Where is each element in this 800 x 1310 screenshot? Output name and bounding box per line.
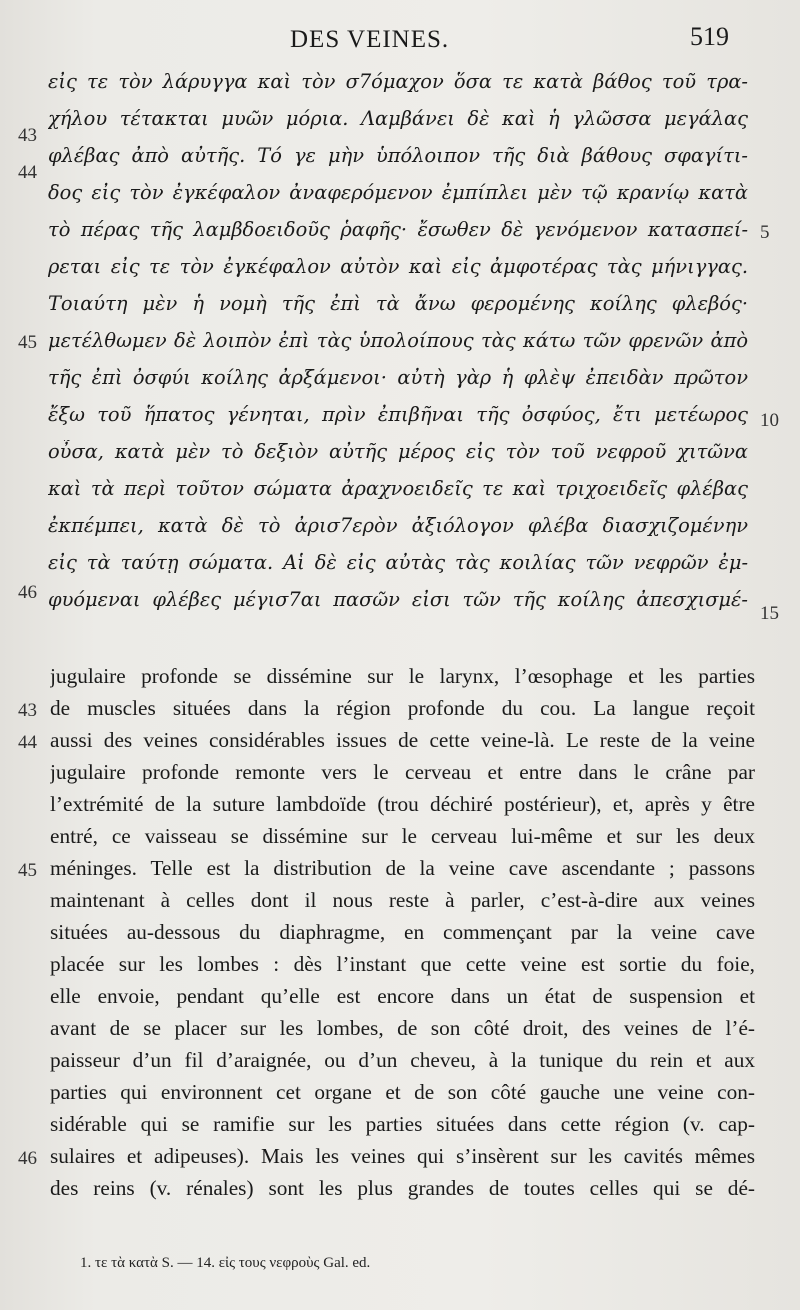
greek-line: χήλου τέτακται μυῶν μόρια. Λαμβάνει δὲ καὶ ἡ γλῶσσα μεγάλας <box>48 107 748 130</box>
footnote: 1. τε τὰ κατὰ S. — 14. εἰς τους νεφροὺς Gal. ed. <box>80 1255 371 1271</box>
french-line: placée sur les lombes : dès l’instant que cette veine est sortie du foie, <box>50 952 755 976</box>
greek-line: τῆς ἐπὶ ὀσφύι κοίλης ἀρξάμενοι· αὐτὴ γὰρ ἡ φλὲψ ἐπειδὰν πρῶτον <box>48 366 748 389</box>
line-number: 15 <box>760 603 779 624</box>
greek-line: δος εἰς τὸν ἐγκέφαλον ἀναφερόμενον ἐμπίπλει μὲν τῷ κρανίῳ κατὰ <box>48 181 748 204</box>
french-line: avant de se placer sur les lombes, de son côté droit, des veines de l’é- <box>50 1016 755 1040</box>
french-line: parties qui environnent cet organe et de son côté gauche une veine con- <box>50 1080 755 1104</box>
margin-number: 44 <box>18 162 37 183</box>
margin-number: 46 <box>18 582 37 603</box>
running-head: DES VEINES. <box>290 26 450 53</box>
french-line: entré, ce vaisseau se dissémine sur le cerveau lui-même et sur les deux <box>50 824 755 848</box>
greek-line: οὖσα, κατὰ μὲν τὸ δεξιὸν αὐτῆς μέρος εἰς τὸν τοῦ νεφροῦ χιτῶνα <box>48 440 748 463</box>
greek-line: φλέβας ἀπὸ αὐτῆς. Τό γε μὴν ὑπόλοιπον τῆς διὰ βάθους σφαγίτι- <box>48 144 748 167</box>
greek-line: εἰς τε τὸν λάρυγγα καὶ τὸν σ7όμαχον ὅσα τε κατὰ βάθος τοῦ τρα- <box>48 70 748 93</box>
margin-number: 46 <box>18 1148 37 1169</box>
margin-number: 44 <box>18 732 37 753</box>
french-line: l’extrémité de la suture lambdoïde (trou déchiré postérieur), et, après y être <box>50 792 755 816</box>
french-line: jugulaire profonde se dissémine sur le larynx, l’œsophage et les parties <box>50 664 755 688</box>
margin-number: 45 <box>18 332 37 353</box>
french-line: situées au-dessous du diaphragme, en commençant par la veine cave <box>50 920 755 944</box>
french-line: maintenant à celles dont il nous reste à parler, c’est-à-dire aux veines <box>50 888 755 912</box>
greek-line: Τοιαύτη μὲν ἡ νομὴ τῆς ἐπὶ τὰ ἄνω φερομένης κοίλης φλεβός· <box>48 292 748 315</box>
french-line: aussi des veines considérables issues de cette veine-là. Le reste de la veine <box>50 728 755 752</box>
line-number: 5 <box>760 222 770 243</box>
greek-line: ἐκπέμπει, κατὰ δὲ τὸ ἀρισ7ερὸν ἀξιόλογον φλέβα διασχιζομένην <box>48 514 748 537</box>
greek-line: ἔξω τοῦ ἥπατος γένηται, πρὶν ἐπιβῆναι τῆς ὀσφύος, ἔτι μετέωρος <box>48 403 748 426</box>
french-line: de muscles situées dans la région profonde du cou. La langue reçoit <box>50 696 755 720</box>
margin-number: 45 <box>18 860 37 881</box>
french-line: sulaires et adipeuses). Mais les veines qui s’insèrent sur les cavités mêmes <box>50 1144 755 1168</box>
greek-line: τὸ πέρας τῆς λαμβδοειδοῦς ῥαφῆς· ἔσωθεν δὲ γενόμενον κατασπεί- <box>48 218 748 241</box>
greek-line: μετέλθωμεν δὲ λοιπὸν ἐπὶ τὰς ὑπολοίπους τὰς κάτω τῶν φρενῶν ἀπὸ <box>48 329 748 352</box>
greek-line: φυόμεναι φλέβες μέγισ7αι πασῶν εἰσι τῶν τῆς κοίλης ἀπεσχισμέ- <box>48 588 748 611</box>
french-line: paisseur d’un fil d’araignée, ou d’un cheveu, à la tunique du rein et aux <box>50 1048 755 1072</box>
greek-line: καὶ τὰ περὶ τοῦτον σώματα ἀραχνοειδεῖς τε καὶ τριχοειδεῖς φλέβας <box>48 477 748 500</box>
margin-number: 43 <box>18 700 37 721</box>
french-line: des reins (v. rénales) sont les plus grandes de toutes celles qui se dé- <box>50 1176 755 1200</box>
margin-number: 43 <box>18 125 37 146</box>
french-line: elle envoie, pendant qu’elle est encore dans un état de suspension et <box>50 984 755 1008</box>
page-number: 519 <box>690 22 729 51</box>
greek-line: εἰς τὰ ταύτῃ σώματα. Αἱ δὲ εἰς αὐτὰς τὰς κοιλίας τῶν νεφρῶν ἐμ- <box>48 551 748 574</box>
line-number: 10 <box>760 410 779 431</box>
greek-line: ρεται εἰς τε τὸν ἐγκέφαλον αὐτὸν καὶ εἰς ἀμφοτέρας τὰς μήνιγγας. <box>48 255 748 278</box>
french-line: jugulaire profonde remonte vers le cerveau et entre dans le crâne par <box>50 760 755 784</box>
french-line: méninges. Telle est la distribution de la veine cave ascendante ; passons <box>50 856 755 880</box>
french-line: sidérable qui se ramifie sur les parties situées dans cette région (v. cap- <box>50 1112 755 1136</box>
